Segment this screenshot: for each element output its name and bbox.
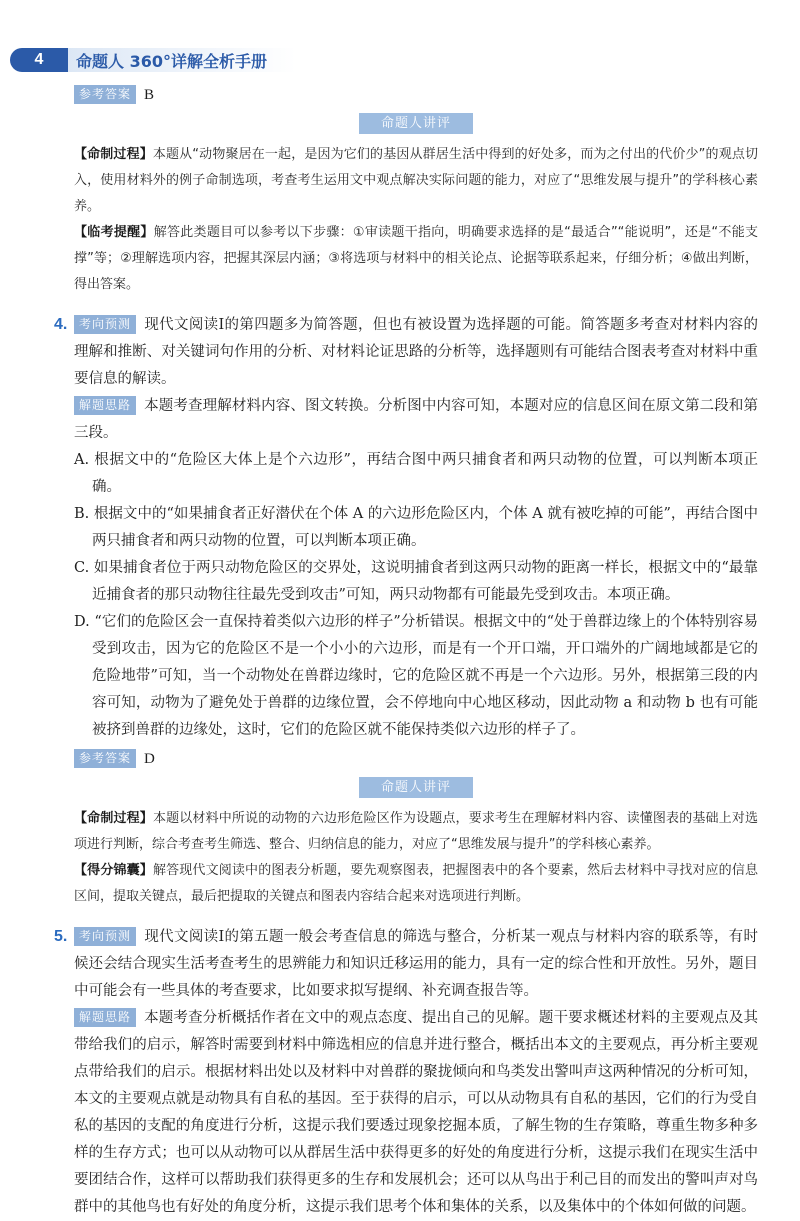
process-label: 【命制过程】 — [74, 147, 153, 162]
option-b: B. 根据文中的“如果捕食者正好潜伏在个体 A 的六边形危险区内，个体 A 就有被吃掉的可能”，再结合图中两只捕食者和两只动物的位置，可以判断本项正确。 — [74, 506, 758, 549]
process-paragraph — [74, 806, 758, 858]
answer-tag: 参考答案 — [74, 749, 136, 768]
commentary-banner-wrap — [74, 776, 758, 798]
solution-text: 本题考查理解材料内容、图文转换。分析图中内容可知，本题对应的信息区间在原文第二段和第三段。 — [74, 398, 758, 441]
forecast-tag: 考向预测 — [74, 927, 136, 946]
tips-text: 解答此类题目可以参考以下步骤：①审读题干指向，明确要求选择的是“最适合”“能说明”，还是“不能支撑”等；②理解选项内容，把握其深层内涵；③将选项与材料中的相关论点、论据等联系起来，仔细分析；④做出判断，得出答案。 — [74, 225, 758, 292]
answer-tag: 参考答案 — [74, 85, 136, 104]
answer-value: D — [144, 751, 155, 767]
scoring-label: 【得分锦囊】 — [74, 863, 153, 878]
solution-paragraph — [74, 1005, 758, 1221]
solution-tag: 解题思路 — [74, 1008, 136, 1027]
question-number: 5. — [54, 928, 68, 945]
answer-line-prev — [74, 84, 758, 106]
forecast-text: 现代文阅读Ⅰ的第四题多为简答题，但也有被设置为选择题的可能。简答题多考查对材料内容的理解和推断、对关键词句作用的分析、对材料论证思路的分析等，选择题则有可能结合图表考查对材料中重要信息的解读。 — [74, 317, 758, 387]
forecast-text: 现代文阅读Ⅰ的第五题一般会考查信息的筛选与整合，分析某一观点与材料内容的联系等，有时候还会结合现实生活考查考生的思辨能力和知识迁移运用的能力，具有一定的综合性和开放性。另外，题目中可能会有一些具体的考查要求，比如要求拟写提纲、补充调查报告等。 — [74, 929, 758, 999]
page-content — [54, 84, 758, 1221]
commentary-banner-wrap — [74, 112, 758, 134]
process-paragraph — [74, 142, 758, 220]
answer-value: B — [144, 87, 155, 103]
commentary-banner: 命题人讲评 — [359, 113, 473, 134]
question-5 — [54, 924, 758, 1221]
page-number: 4 — [10, 48, 68, 72]
scoring-paragraph — [74, 858, 758, 910]
process-label: 【命制过程】 — [74, 811, 153, 826]
solution-paragraph — [74, 393, 758, 447]
option-d: D. “它们的危险区会一直保持着类似六边形的样子”分析错误。根据文中的“处于兽群边缘上的个体特别容易受到攻击，因为它的危险区不是一个小小的六边形，而是有一个开口端，开口端外的广阔地域都是它的危险地带”可知，当一个动物处在兽群边缘时，它的危险区就不再是一个六边形。另外，根据第三段的内容可知，动物为了避免处于兽群的边缘位置，会不停地向中心地区移动，因此动物 a 和动物 b 也有可能被挤到兽群的边缘处，这时，它们的危险区就不能保持类似六边形的样子了。 — [74, 614, 758, 738]
forecast-tag: 考向预测 — [74, 315, 136, 334]
tips-paragraph — [74, 220, 758, 298]
solution-text: 本题考查分析概括作者在文中的观点态度、提出自己的见解。题干要求概述材料的主要观点及其带给我们的启示，解答时需要到材料中筛选相应的信息并进行整合，概括出本文的主要观点，再分析主要观点带给我们的启示。根据材料出处以及材料中对兽群的聚拢倾向和鸟类发出警叫声这两种情况的分析可知，本文的主要观点就是动物具有自私的基因。至于获得的启示，可以从动物具有自私的基因，它们的行为受自私的基因的支配的角度进行分析，这提示我们要透过现象挖掘本质，了解生物的生存策略，尊重生物多种多样的生存方式；也可以从动物可以从群居生活中获得更多的好处的角度进行分析，这提示我们在现实生活中要团结合作，这样可以帮助我们获得更多的生存和发展机会；还可以从鸟出于利己目的而发出的警叫声对鸟群中的其他鸟也有好处的角度分析，这提示我们思考个体和集体的关系，以及集体中的个体如何做的问题。 — [74, 1010, 758, 1215]
commentary-banner: 命题人讲评 — [359, 777, 473, 798]
scoring-text: 解答现代文阅读中的图表分析题，要先观察图表，把握图表中的各个要素，然后去材料中寻找对应的信息区间，提取关键点，最后把提取的关键点和图表内容结合起来对选项进行判断。 — [74, 863, 758, 904]
solution-tag: 解题思路 — [74, 396, 136, 415]
question-4 — [54, 312, 758, 910]
option-a: A. 根据文中的“危险区大体上是个六边形”，再结合图中两只捕食者和两只动物的位置，可以判断本项正确。 — [74, 452, 758, 495]
forecast-paragraph — [74, 312, 758, 393]
process-text: 本题从“动物聚居在一起，是因为它们的基因从群居生活中得到的好处多，而为之付出的代价少”的观点切入，使用材料外的例子命制选项，考查考生运用文中观点解决实际问题的能力，对应了“思维发展与提升”的学科核心素养。 — [74, 147, 758, 214]
process-text: 本题以材料中所说的动物的六边形危险区作为设题点，要求考生在理解材料内容、读懂图表的基础上对选项进行判断，综合考查考生筛选、整合、归纳信息的能力，对应了“思维发展与提升”的学科核心素养。 — [74, 811, 758, 852]
forecast-paragraph — [74, 924, 758, 1005]
book-title: 命题人 360°详解全析手册 — [68, 48, 296, 72]
page-header — [10, 48, 296, 72]
option-c: C. 如果捕食者位于两只动物危险区的交界处，这说明捕食者到这两只动物的距离一样长，根据文中的“最靠近捕食者的那只动物往往最先受到攻击”可知，两只动物都有可能最先受到攻击。本项正确。 — [74, 560, 758, 603]
question-number: 4. — [54, 316, 68, 333]
answer-line-q4 — [74, 748, 758, 770]
tips-label: 【临考提醒】 — [74, 225, 154, 240]
